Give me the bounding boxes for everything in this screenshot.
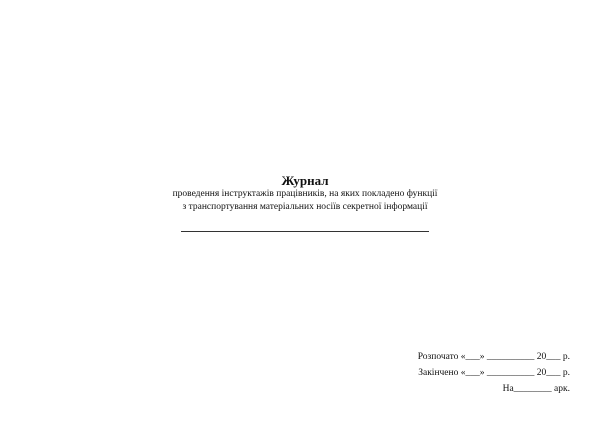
- title-block: [100, 173, 510, 214]
- finished-date-line: Закінчено «___» __________ 20___ р.: [418, 368, 570, 378]
- sheet-count-line: На________ арк.: [502, 384, 570, 394]
- blank-underline: [181, 231, 429, 232]
- journal-subtitle-line-1: проведення інструктажів працівників, на яких покладено функції: [172, 189, 438, 199]
- journal-subtitle-line-2: з транспортування матеріальних носіїв секретної інформації: [182, 202, 428, 212]
- started-date-line: Розпочато «___» __________ 20___ р.: [417, 352, 570, 362]
- record-meta: [418, 349, 570, 397]
- journal-title: Журнал: [281, 173, 329, 188]
